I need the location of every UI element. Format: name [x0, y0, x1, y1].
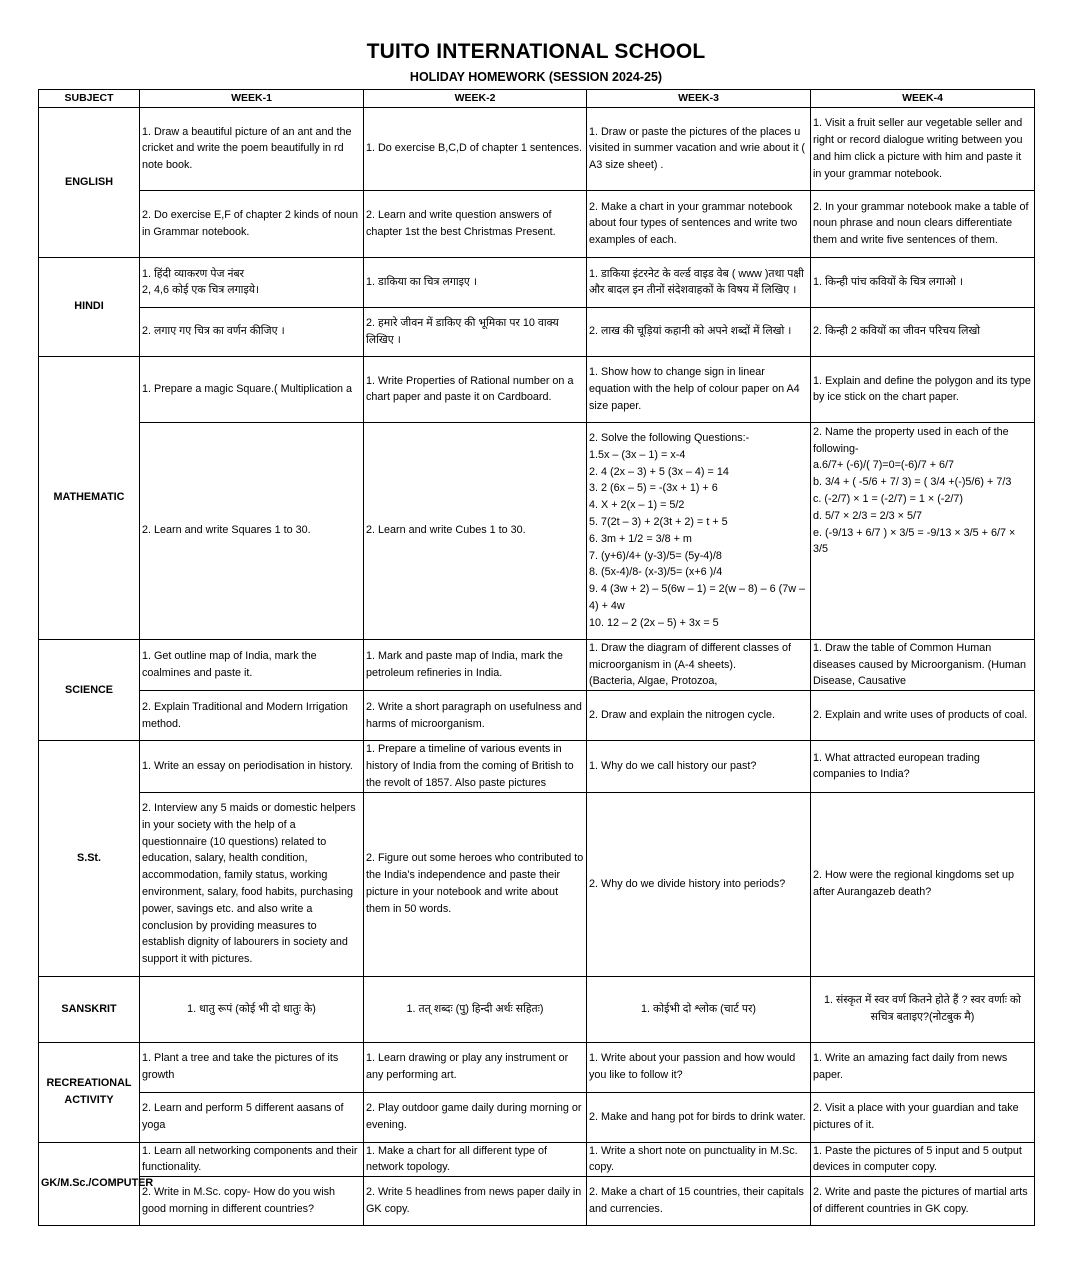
recreational-week4-task2: 2. Visit a place with your guardian and take pictures of it.: [811, 1092, 1035, 1142]
recreational-week1-task1: 1. Plant a tree and take the pictures of its growth: [140, 1042, 364, 1092]
english-week2-task2: 2. Learn and write question answers of chapter 1st the best Christmas Present.: [364, 190, 587, 257]
table-row-english-2: [39, 190, 1035, 257]
hindi-week3-task1: 1. डाकिया इंटरनेट के वर्ल्ड वाइड वेब ( www )तथा पक्षी और बादल इन तीनों संदेशवाहकों के विषय में लिखिए ।: [587, 257, 811, 307]
hindi-week2-task2: 2. हमारे जीवन में डाकिए की भूमिका पर 10 वाक्य लिखिए ।: [364, 307, 587, 356]
homework-table: [38, 89, 1035, 1226]
table-row-gk-1: [39, 1142, 1035, 1177]
english-week1-task1: 1. Draw a beautiful picture of an ant and the cricket and write the poem beautifully in rd note book.: [140, 107, 364, 190]
subject-english: ENGLISH: [39, 107, 140, 257]
science-week3-task2: 2. Draw and explain the nitrogen cycle.: [587, 691, 811, 741]
sst-week3-task2: 2. Why do we divide history into periods?: [587, 792, 811, 976]
sst-week1-task1: 1. Write an essay on periodisation in history.: [140, 741, 364, 792]
subject-sst: S.St.: [39, 741, 140, 976]
hindi-week3-task2: 2. लाख की चूड़ियां कहानी को अपने शब्दों में लिखो ।: [587, 307, 811, 356]
table-row-math-1: [39, 356, 1035, 422]
gk-week1-task1: 1. Learn all networking components and their functionality.: [140, 1142, 364, 1177]
homework-title: HOLIDAY HOMEWORK (SESSION 2024-25): [409, 70, 663, 84]
sst-week4-task2: 2. How were the regional kingdoms set up after Aurangazeb death?: [811, 792, 1035, 976]
recreational-week1-task2: 2. Learn and perform 5 different aasans of yoga: [140, 1092, 364, 1142]
gk-week1-task2: 2. Write in M.Sc. copy- How do you wish good morning in different countries?: [140, 1177, 364, 1226]
hindi-week1-task2: 2. लगाए गए चित्र का वर्णन कीजिए ।: [140, 307, 364, 356]
sst-week2-task1: 1. Prepare a timeline of various events in history of India from the coming of British to the revolt of 1857. Also paste pictures: [364, 741, 587, 792]
gk-week2-task1: 1. Make a chart for all different type of network topology.: [364, 1142, 587, 1177]
math-week1-task2: 2. Learn and write Squares 1 to 30.: [140, 422, 364, 639]
science-week2-task2: 2. Write a short paragraph on usefulness and harms of microorganism.: [364, 691, 587, 741]
sst-week1-task2: 2. Interview any 5 maids or domestic helpers in your society with the help of a questionnaire (10 questions) related to education, salary, health condition, accommodation, family status, working environment, salary, food habits, purchasing power, savings etc. and also write a conclusion by providing measures to establish dignity of labourers in society and support it with pictures.: [140, 792, 364, 976]
math-week2-task2: 2. Learn and write Cubes 1 to 30.: [364, 422, 587, 639]
table-row-science-1: [39, 639, 1035, 690]
science-week2-task1: 1. Mark and paste map of India, mark the petroleum refineries in India.: [364, 639, 587, 690]
subject-sanskrit: SANSKRIT: [39, 976, 140, 1042]
gk-week3-task2: 2. Make a chart of 15 countries, their capitals and currencies.: [587, 1177, 811, 1226]
column-header-week-3: WEEK-3: [587, 90, 811, 108]
science-week1-task2: 2. Explain Traditional and Modern Irrigation method.: [140, 691, 364, 741]
sanskrit-week1-task1: 1. धातु रूपं (कोई भी दो धातुः के): [140, 976, 364, 1042]
science-week1-task1: 1. Get outline map of India, mark the coalmines and paste it.: [140, 639, 364, 690]
math-week4-task2: 2. Name the property used in each of the following- a.6/7+ (-6)/( 7)=0=(-6)/7 + 6/7 b. 3/4 + ( -5/6 + 7/ 3) = ( 3/4 +(-)5/6) + 7/3 c. (-2/7) × 1 = (-2/7) = 1 × (-2/7) d. 5/7 × 2/3 = 2/3 × 5/7 e. (-9/13 + 6/7 ) × 3/5 = -9/13 × 3/5 + 6/7 × 3/5: [811, 422, 1035, 639]
subject-math: MATHEMATIC: [39, 356, 140, 639]
recreational-week3-task1: 1. Write about your passion and how would you like to follow it?: [587, 1042, 811, 1092]
hindi-week4-task2: 2. किन्ही 2 कवियों का जीवन परिचय लिखो: [811, 307, 1035, 356]
subject-hindi: HINDI: [39, 257, 140, 356]
gk-week3-task1: 1. Write a short note on punctuality in M.Sc. copy.: [587, 1142, 811, 1177]
gk-week4-task2: 2. Write and paste the pictures of martial arts of different countries in GK copy.: [811, 1177, 1035, 1226]
subject-recreational: RECREATIONAL ACTIVITY: [39, 1042, 140, 1142]
column-header-week-4: WEEK-4: [811, 90, 1035, 108]
table-row-science-2: [39, 691, 1035, 741]
sanskrit-week3-task1: 1. कोईभी दो श्लोक (चार्ट पर): [587, 976, 811, 1042]
table-row-recreational-2: [39, 1092, 1035, 1142]
column-header-subject: SUBJECT: [39, 90, 140, 108]
table-row-sst-1: [39, 741, 1035, 792]
table-row-english-1: [39, 107, 1035, 190]
hindi-week2-task1: 1. डाकिया का चित्र लगाइए ।: [364, 257, 587, 307]
recreational-week2-task1: 1. Learn drawing or play any instrument or any performing art.: [364, 1042, 587, 1092]
recreational-week4-task1: 1. Write an amazing fact daily from news paper.: [811, 1042, 1035, 1092]
gk-week2-task2: 2. Write 5 headlines from news paper daily in GK copy.: [364, 1177, 587, 1226]
math-week4-task1: 1. Explain and define the polygon and its type by ice stick on the chart paper.: [811, 356, 1035, 422]
english-week2-task1: 1. Do exercise B,C,D of chapter 1 sentences.: [364, 107, 587, 190]
sst-week3-task1: 1. Why do we call history our past?: [587, 741, 811, 792]
subject-gk-msc-computer: GK/M.Sc./COMPUTER: [39, 1142, 140, 1226]
table-row-hindi-1: [39, 257, 1035, 307]
table-row-math-2: [39, 422, 1035, 639]
hindi-week4-task1: 1. किन्ही पांच कवियों के चित्र लगाओ ।: [811, 257, 1035, 307]
column-header-week-2: WEEK-2: [364, 90, 587, 108]
recreational-week3-task2: 2. Make and hang pot for birds to drink water.: [587, 1092, 811, 1142]
math-week3-task1: 1. Show how to change sign in linear equation with the help of colour paper on A4 size paper.: [587, 356, 811, 422]
column-header-week-1: WEEK-1: [140, 90, 364, 108]
recreational-week2-task2: 2. Play outdoor game daily during morning or evening.: [364, 1092, 587, 1142]
math-week1-task1: 1. Prepare a magic Square.( Multiplication a: [140, 356, 364, 422]
science-week4-task1: 1. Draw the table of Common Human diseases caused by Microorganism. (Human Disease, Causative: [811, 639, 1035, 690]
table-row-recreational-1: [39, 1042, 1035, 1092]
english-week3-task2: 2. Make a chart in your grammar notebook about four types of sentences and write two examples of each.: [587, 190, 811, 257]
sst-week4-task1: 1. What attracted european trading companies to India?: [811, 741, 1035, 792]
math-week2-task1: 1. Write Properties of Rational number on a chart paper and paste it on Cardboard.: [364, 356, 587, 422]
science-week4-task2: 2. Explain and write uses of products of coal.: [811, 691, 1035, 741]
subject-science: SCIENCE: [39, 639, 140, 740]
math-week3-task2: 2. Solve the following Questions:- 1.5x – (3x – 1) = x-4 2. 4 (2x – 3) + 5 (3x – 4) = 14 3. 2 (6x – 5) = -(3x + 1) + 6 4. X + 2(x – 1) = 5/2 5. 7(2t – 3) + 2(3t + 2) = t + 5 6. 3m + 1/2 = 3/8 + m 7. (y+6)/4+ (y-3)/5= (5y-4)/8 8. (5x-4)/8- (x-3)/5= (x+6 )/4 9. 4 (3w + 2) – 5(6w – 1) = 2(w – 8) – 6 (7w – 4) + 4w 10. 12 – 2 (2x – 5) + 3x = 5: [587, 422, 811, 639]
gk-week4-task1: 1. Paste the pictures of 5 input and 5 output devices in computer copy.: [811, 1142, 1035, 1177]
english-week4-task1: 1. Visit a fruit seller aur vegetable seller and right or record dialogue writing between you and him click a picture with him and paste it in your grammar notebook.: [811, 107, 1035, 190]
english-week4-task2: 2. In your grammar notebook make a table of noun phrase and noun clears differentiate them and write five sentences of them.: [811, 190, 1035, 257]
table-row-sanskrit: [39, 976, 1035, 1042]
sanskrit-week2-task1: 1. तत् शब्दः (पु) हिन्दी अर्थः सहितः): [364, 976, 587, 1042]
table-row-sst-2: [39, 792, 1035, 976]
school-name: TUITO INTERNATIONAL SCHOOL: [366, 40, 706, 63]
english-week3-task1: 1. Draw or paste the pictures of the places u visited in summer vacation and wrie about it ( A3 size sheet) .: [587, 107, 811, 190]
header-row: [39, 90, 1035, 108]
table-row-gk-2: [39, 1177, 1035, 1226]
sanskrit-week4-task1: 1. संस्कृत में स्वर वर्ण कितने होते हैं ? स्वर वर्णाः को सचित्र बताइए?(नोटबुक मै): [811, 976, 1035, 1042]
hindi-week1-task1: 1. हिंदी व्याकरण पेज नंबर 2, 4,6 कोई एक चित्र लगाइये।: [140, 257, 364, 307]
science-week3-task1: 1. Draw the diagram of different classes of microorganism in (A-4 sheets). (Bacteria, Algae, Protozoa,: [587, 639, 811, 690]
english-week1-task2: 2. Do exercise E,F of chapter 2 kinds of noun in Grammar notebook.: [140, 190, 364, 257]
sst-week2-task2: 2. Figure out some heroes who contributed to the India's independence and paste their picture in your notebook and write about them in 50 words.: [364, 792, 587, 976]
table-row-hindi-2: [39, 307, 1035, 356]
